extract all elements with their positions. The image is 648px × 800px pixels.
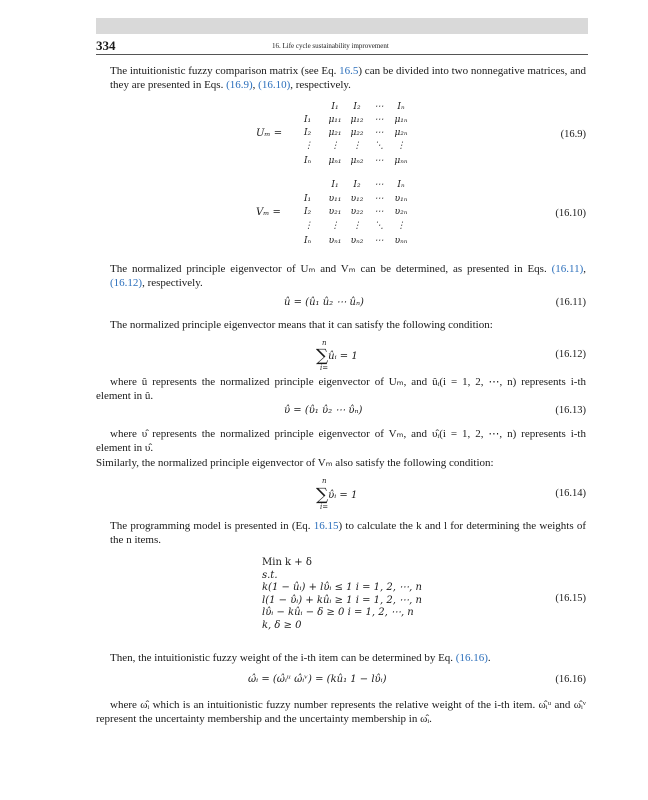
matrix-cell: υ₁₂ xyxy=(350,194,364,204)
equation-number: (16.16) xyxy=(555,674,586,685)
matrix-cell: Iₙ xyxy=(304,236,312,246)
matrix-row xyxy=(304,221,412,231)
paragraph-intuitionistic-weight xyxy=(110,651,586,665)
matrix-cell: I₁ xyxy=(304,115,312,125)
matrix-col-header xyxy=(324,180,412,190)
eq-ref-link[interactable]: (16.11) xyxy=(551,263,584,275)
sum-upper-limit: n xyxy=(322,339,327,347)
equation-number: (16.12) xyxy=(555,349,586,360)
matrix-cell: υₙₙ xyxy=(394,236,408,246)
matrix-cell: ⋯ xyxy=(374,156,384,166)
program-line: k, δ ≥ 0 xyxy=(262,619,302,631)
matrix-cell: I₁ xyxy=(304,194,312,204)
equation-number: (16.11) xyxy=(555,297,586,308)
equation-number: (16.14) xyxy=(555,488,586,499)
equation-number: (16.9) xyxy=(560,129,586,140)
matrix-cell: μ₁₂ xyxy=(350,115,364,125)
matrix-cell: Iₙ xyxy=(304,156,312,166)
sum-symbol-icon: ∑ xyxy=(316,485,329,505)
running-head: 16. Life cycle sustainability improvement xyxy=(272,42,389,50)
text-fragment: . xyxy=(487,652,491,664)
matrix-cell: ⋯ xyxy=(374,102,384,112)
paragraph-intro xyxy=(110,64,586,92)
matrix-row xyxy=(304,236,412,246)
matrix-row xyxy=(304,194,412,204)
matrix-cell: Iₙ xyxy=(397,102,405,112)
matrix-cell: μₙ₁ xyxy=(328,156,342,166)
sum-lower-limit: i= xyxy=(320,503,329,511)
page-number: 334 xyxy=(96,38,116,53)
matrix-cell: ⋱ xyxy=(374,141,384,151)
matrix-cell: ⋯ xyxy=(374,207,384,217)
matrix-cell: μ₂₂ xyxy=(350,128,364,138)
sum-expression xyxy=(316,344,358,364)
eq-ref-link[interactable]: 16.15 xyxy=(313,520,339,532)
matrix-lhs: Uₘ = xyxy=(256,128,283,139)
equation-number: (16.10) xyxy=(555,208,586,219)
matrix-row xyxy=(304,141,412,151)
matrix-cell: ⋯ xyxy=(374,128,384,138)
matrix-cell: I₂ xyxy=(304,207,312,217)
matrix-cell: ⋮ xyxy=(330,221,340,231)
matrix-cell: μₙₙ xyxy=(394,156,408,166)
eq-ref-link[interactable]: 16.5 xyxy=(339,65,359,77)
equation-number: (16.13) xyxy=(555,405,586,416)
equation-16-15 xyxy=(262,557,422,632)
matrix-cell: υ₁ₙ xyxy=(394,194,408,204)
paragraph-v-hat: where υ̂ represents the normalized principle eigenvector of Vₘ, and υ̂ᵢ(i = 1, 2, ⋯, n) represents i-th element in υ̂. xyxy=(96,428,586,454)
program-line: lυ̂ᵢ − kûᵢ − δ ≥ 0 i = 1, 2, ⋯, n xyxy=(262,607,414,618)
matrix-lhs: Vₘ = xyxy=(256,207,281,218)
text-fragment: ) to calculate the k and l for determining the weights of the n items. xyxy=(110,520,586,546)
sum-upper-limit: n xyxy=(322,477,327,485)
matrix-cell: μ₁ₙ xyxy=(394,115,408,125)
matrix-cell: I₁ xyxy=(331,180,339,190)
header-rule xyxy=(96,54,588,55)
text-fragment: The programming model is presented in (Eq. xyxy=(110,520,314,532)
equation-16-11: û = (û₁ û₂ ⋯ ûₙ) xyxy=(284,297,364,308)
matrix-cell: ⋮ xyxy=(330,141,340,151)
equation-16-13: υ̂ = (υ̂₁ υ̂₂ ⋯ υ̂ₙ) xyxy=(284,405,363,416)
matrix-cell: ⋯ xyxy=(374,180,384,190)
matrix-cell: ⋯ xyxy=(374,115,384,125)
matrix-cell: I₁ xyxy=(331,102,339,112)
eq-ref-link[interactable]: (16.9) xyxy=(226,79,253,91)
text-fragment: , xyxy=(583,263,586,275)
text-fragment: , respectively. xyxy=(142,277,203,289)
program-line: Min k + δ xyxy=(262,557,312,568)
header-bar xyxy=(96,18,588,34)
matrix-cell: υ₂ₙ xyxy=(394,207,408,217)
matrix-cell: μₙ₂ xyxy=(350,156,364,166)
matrix-row xyxy=(304,207,412,217)
paragraph-u-hat: where û represents the normalized principle eigenvector of Uₘ, and ûᵢ(i = 1, 2, ⋯, n) represents i-th element in û. xyxy=(96,376,586,402)
matrix-cell: μ₂₁ xyxy=(328,128,342,138)
paragraph-eigenvector xyxy=(110,262,586,290)
matrix-cell: υₙ₂ xyxy=(350,236,364,246)
text-fragment: , xyxy=(252,79,259,91)
matrix-cell: υ₁₁ xyxy=(328,194,342,204)
eq-ref-link[interactable]: (16.12) xyxy=(110,277,143,289)
matrix-cell: υₙ₁ xyxy=(328,236,342,246)
matrix-cell: ⋮ xyxy=(304,221,313,231)
sum-symbol-icon: ∑ xyxy=(316,346,329,366)
text-fragment: The intuitionistic fuzzy comparison matrix (see Eq. xyxy=(110,65,340,77)
matrix-cell: Iₙ xyxy=(397,180,405,190)
matrix-col-header xyxy=(324,102,412,112)
text-fragment: ) can be divided into two nonnegative matrices, and they are presented in Eqs. xyxy=(110,65,586,91)
text-fragment: Then, the intuitionistic fuzzy weight of the i-th item can be determined by Eq. xyxy=(110,652,456,664)
paragraph-condition: The normalized principle eigenvector means that it can satisfy the following condition: xyxy=(110,319,493,331)
text-fragment: The normalized principle eigenvector of Uₘ and Vₘ can be determined, as presented in Eqs. xyxy=(110,263,552,275)
matrix-cell: ⋮ xyxy=(396,141,406,151)
matrix-cell: I₂ xyxy=(353,180,361,190)
paragraph-omega-hat: where ω̂ᵢ which is an intuitionistic fuzzy number represents the relative weight of the i-th item. ω̂ᵢᵘ and ω̂ᵢᵛ represent the uncertainty membership and the uncertainty membership in ω̂ᵢ. xyxy=(96,699,586,725)
eq-ref-link[interactable]: (16.16) xyxy=(455,652,488,664)
matrix-cell: ⋯ xyxy=(374,194,384,204)
matrix-cell: ⋮ xyxy=(352,221,362,231)
sum-expression xyxy=(316,483,357,503)
matrix-cell: I₂ xyxy=(353,102,361,112)
program-line: k(1 − ûᵢ) + lυ̂ᵢ ≤ 1 i = 1, 2, ⋯, n xyxy=(262,582,422,593)
equation-16-16: ω̂ᵢ = (ω̂ᵢᵘ ω̂ᵢᵛ) = (kû₁ 1 − lυ̂ᵢ) xyxy=(248,674,387,685)
sum-body: ûᵢ = 1 xyxy=(328,351,358,362)
matrix-cell: μ₁₁ xyxy=(328,115,342,125)
matrix-cell: I₂ xyxy=(304,128,312,138)
matrix-row xyxy=(304,156,412,166)
paragraph-similarly: Similarly, the normalized principle eigenvector of Vₘ also satisfy the following condition: xyxy=(96,457,494,469)
program-line: l(1 − υ̂ᵢ) + kûᵢ ≥ 1 i = 1, 2, ⋯, n xyxy=(262,594,422,606)
matrix-cell: υ₂₁ xyxy=(328,207,342,217)
matrix-cell: υ₂₂ xyxy=(350,207,364,217)
matrix-row xyxy=(304,128,412,138)
program-line: s.t. xyxy=(262,569,278,581)
matrix-cell: ⋮ xyxy=(396,221,406,231)
matrix-cell: ⋮ xyxy=(352,141,362,151)
matrix-cell: μ₂ₙ xyxy=(394,128,408,138)
equation-number: (16.15) xyxy=(555,593,586,604)
matrix-row xyxy=(304,115,412,125)
text-fragment: , respectively. xyxy=(290,79,351,91)
matrix-cell: ⋱ xyxy=(374,221,384,231)
matrix-cell: ⋯ xyxy=(374,236,384,246)
eq-ref-link[interactable]: (16.10) xyxy=(258,79,291,91)
sum-lower-limit: i= xyxy=(320,364,329,372)
matrix-cell: ⋮ xyxy=(304,141,313,151)
sum-body: υ̂ᵢ = 1 xyxy=(328,490,358,501)
paragraph-programming-model xyxy=(110,519,586,547)
